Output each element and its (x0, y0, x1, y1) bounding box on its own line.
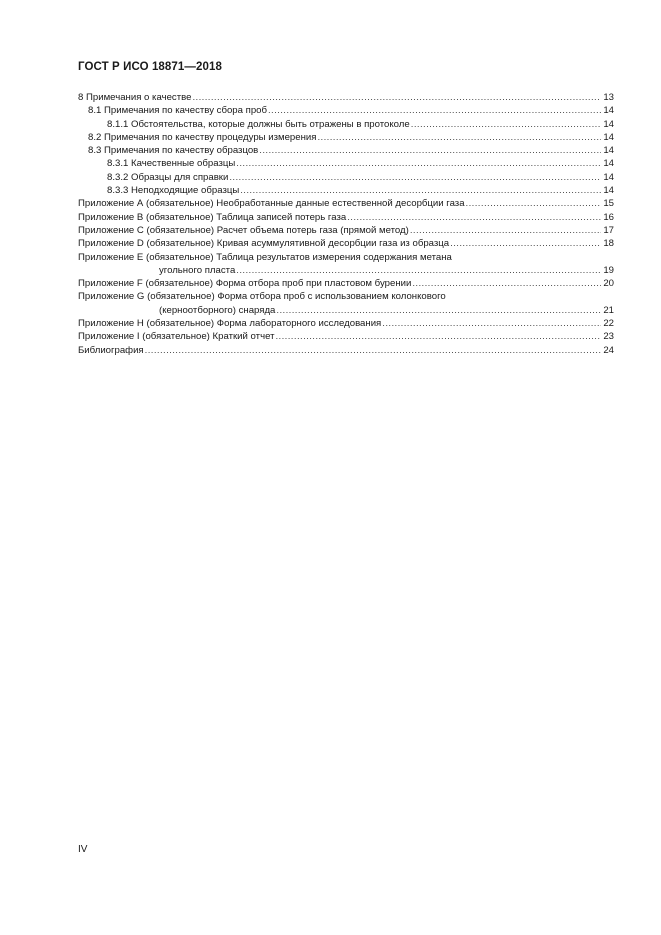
toc-dot-leader (240, 184, 601, 197)
toc-dot-leader (276, 304, 601, 317)
toc-entry-page: 23 (603, 331, 614, 343)
toc-entry (78, 184, 614, 197)
toc-entry-title: Приложение Н (обязательное) Форма лабораторного исследования (78, 318, 382, 330)
toc-entry-title: Приложение В (обязательное) Таблица записей потерь газа (78, 211, 347, 223)
toc-entry-page: 14 (603, 185, 614, 197)
toc-dot-leader (192, 91, 601, 104)
toc-entry-page: 21 (603, 304, 614, 316)
toc-entry-continuation (78, 264, 614, 277)
toc-entry-page: 20 (603, 278, 614, 290)
toc-entry-title: 8.3.1 Качественные образцы (107, 158, 236, 170)
toc-entry-title: Приложение F (обязательное) Форма отбора проб при пластовом бурении (78, 278, 412, 290)
toc-entry-title: Библиография (78, 344, 144, 356)
toc-dot-leader (466, 197, 601, 210)
toc-entry-title: Приложение I (обязательное) Краткий отчет (78, 331, 275, 343)
toc-entry-title: Приложение А (обязательное) Необработанные данные естественной десорбции газа (78, 198, 465, 210)
toc-dot-leader (412, 277, 601, 290)
toc-entry-title: Приложение G (обязательное) Форма отбора проб с использованием колонкового (78, 291, 446, 303)
toc-entry (78, 344, 614, 357)
toc-dot-leader (268, 104, 601, 117)
toc-entry (78, 290, 614, 303)
toc-dot-leader (450, 237, 601, 250)
toc-entry-page: 22 (603, 318, 614, 330)
toc-entry (78, 118, 614, 131)
toc-entry-title: 8.1 Примечания по качеству сбора проб (88, 105, 267, 117)
toc-dot-leader (382, 317, 601, 330)
toc-entry (78, 330, 614, 343)
toc-entry-title-continued: (керноотборного) снаряда (159, 304, 276, 316)
toc-dot-leader (317, 131, 601, 144)
toc-entry-page: 14 (603, 171, 614, 183)
toc-entry-title: 8.3.3 Неподходящие образцы (107, 185, 240, 197)
toc-dot-leader (411, 118, 601, 131)
document-header: ГОСТ Р ИСО 18871—2018 (78, 61, 223, 73)
toc-entry (78, 91, 614, 104)
toc-entry-title: 8.1.1 Обстоятельства, которые должны быть отражены в протоколе (107, 118, 410, 130)
toc-entry (78, 251, 614, 264)
toc-dot-leader (275, 330, 601, 343)
toc-entry-continuation (78, 304, 614, 317)
toc-entry-page: 24 (603, 344, 614, 356)
toc-entry (78, 317, 614, 330)
toc-entry (78, 171, 614, 184)
toc-entry-page: 14 (603, 131, 614, 143)
toc-entry (78, 237, 614, 250)
toc-entry-title: 8.3 Примечания по качеству образцов (88, 145, 259, 157)
toc-entry-page: 13 (603, 92, 614, 103)
toc-entry (78, 277, 614, 290)
toc-entry (78, 157, 614, 170)
toc-entry-title: 8.2 Примечания по качеству процедуры измерения (88, 131, 317, 143)
toc-entry-title: 8.3.2 Образцы для справки (107, 171, 229, 183)
toc-entry-title: 8 Примечания о качестве (78, 92, 192, 103)
toc-entry (78, 197, 614, 210)
toc-dot-leader (236, 157, 601, 170)
toc-dot-leader (229, 171, 601, 184)
toc-dot-leader (347, 211, 601, 224)
toc-entry (78, 211, 614, 224)
toc-entry (78, 144, 614, 157)
toc-entry-page: 15 (603, 198, 614, 210)
toc-dot-leader (259, 144, 601, 157)
toc-entry-page: 19 (603, 264, 614, 276)
toc-dot-leader (236, 264, 601, 277)
toc-entry (78, 104, 614, 117)
toc-entry-page: 14 (603, 118, 614, 130)
toc-entry-title: Приложение С (обязательное) Расчет объема потерь газа (прямой метод) (78, 224, 409, 236)
toc-entry (78, 224, 614, 237)
table-of-contents (78, 91, 614, 357)
toc-dot-leader (145, 344, 601, 357)
toc-entry (78, 131, 614, 144)
toc-dot-leader (410, 224, 601, 237)
toc-entry-page: 16 (603, 211, 614, 223)
toc-entry-title-continued: угольного пласта (159, 264, 236, 276)
toc-entry-title: Приложение D (обязательное) Кривая асуммулятивной десорбции газа из образца (78, 238, 450, 250)
toc-entry-page: 14 (603, 145, 614, 157)
toc-entry-page: 18 (603, 238, 614, 250)
toc-entry-page: 14 (603, 105, 614, 117)
page-number: IV (78, 844, 88, 855)
toc-entry-page: 14 (603, 158, 614, 170)
toc-entry-title: Приложение Е (обязательное) Таблица результатов измерения содержания метана (78, 251, 452, 263)
toc-entry-page: 17 (603, 224, 614, 236)
